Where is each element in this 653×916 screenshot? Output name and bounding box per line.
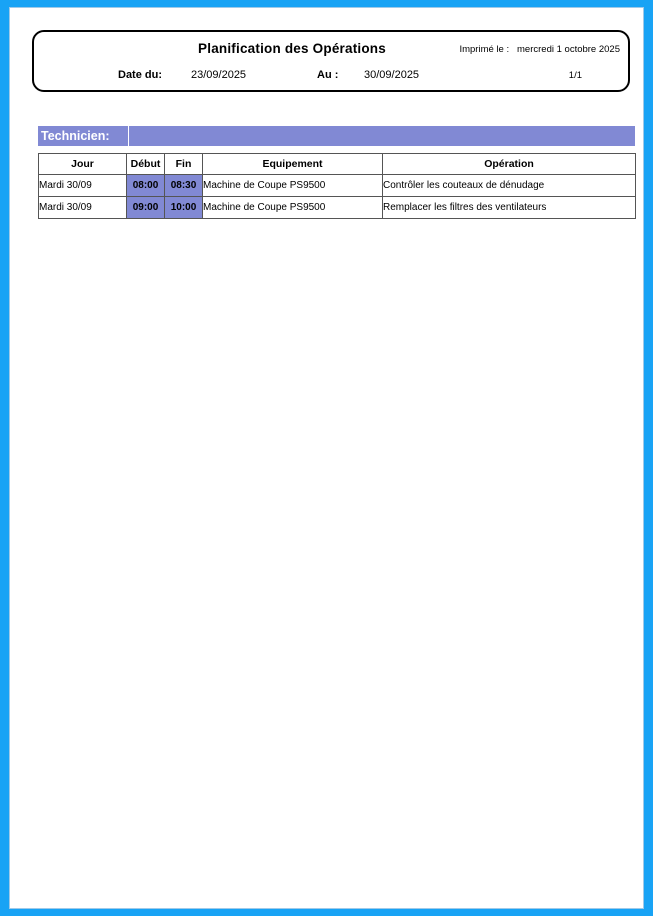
table-row [39,175,636,197]
cell-fin: 10:00 [165,197,203,219]
page-title-text: Planification des Opérations [198,41,386,56]
cell-fin: 08:30 [165,175,203,197]
printed-on-value: mercredi 1 octobre 2025 [517,44,620,55]
table-header-row [39,154,636,175]
cell-operation: Contrôler les couteaux de dénudage [383,175,636,197]
report-header [32,30,630,92]
cell-jour: Mardi 30/09 [39,175,127,197]
cell-debut: 08:00 [127,175,165,197]
date-from-value: 23/09/2025 [191,69,247,81]
date-to-label: Au : [317,69,339,81]
page-indicator: 1/1 [568,70,582,81]
cell-operation: Remplacer les filtres des ventilateurs [383,197,636,219]
cell-equipement: Machine de Coupe PS9500 [203,175,383,197]
column-header-fin: Fin [165,154,203,175]
column-header-operation: Opération [383,154,636,175]
table-row [39,197,636,219]
document-page [9,7,644,909]
technician-group-header [38,126,635,146]
date-to-value: 30/09/2025 [364,69,420,81]
printed-on-label: Imprimé le : [459,44,510,55]
date-from-label: Date du: [118,69,162,81]
printed-on [459,44,620,55]
cell-equipement: Machine de Coupe PS9500 [203,197,383,219]
technician-label: Technicien: [41,129,110,143]
column-header-jour: Jour [39,154,127,175]
column-header-debut: Début [127,154,165,175]
schedule-table [38,153,636,219]
cell-debut: 09:00 [127,197,165,219]
column-header-equipement: Equipement [203,154,383,175]
technician-separator [128,126,129,146]
cell-jour: Mardi 30/09 [39,197,127,219]
